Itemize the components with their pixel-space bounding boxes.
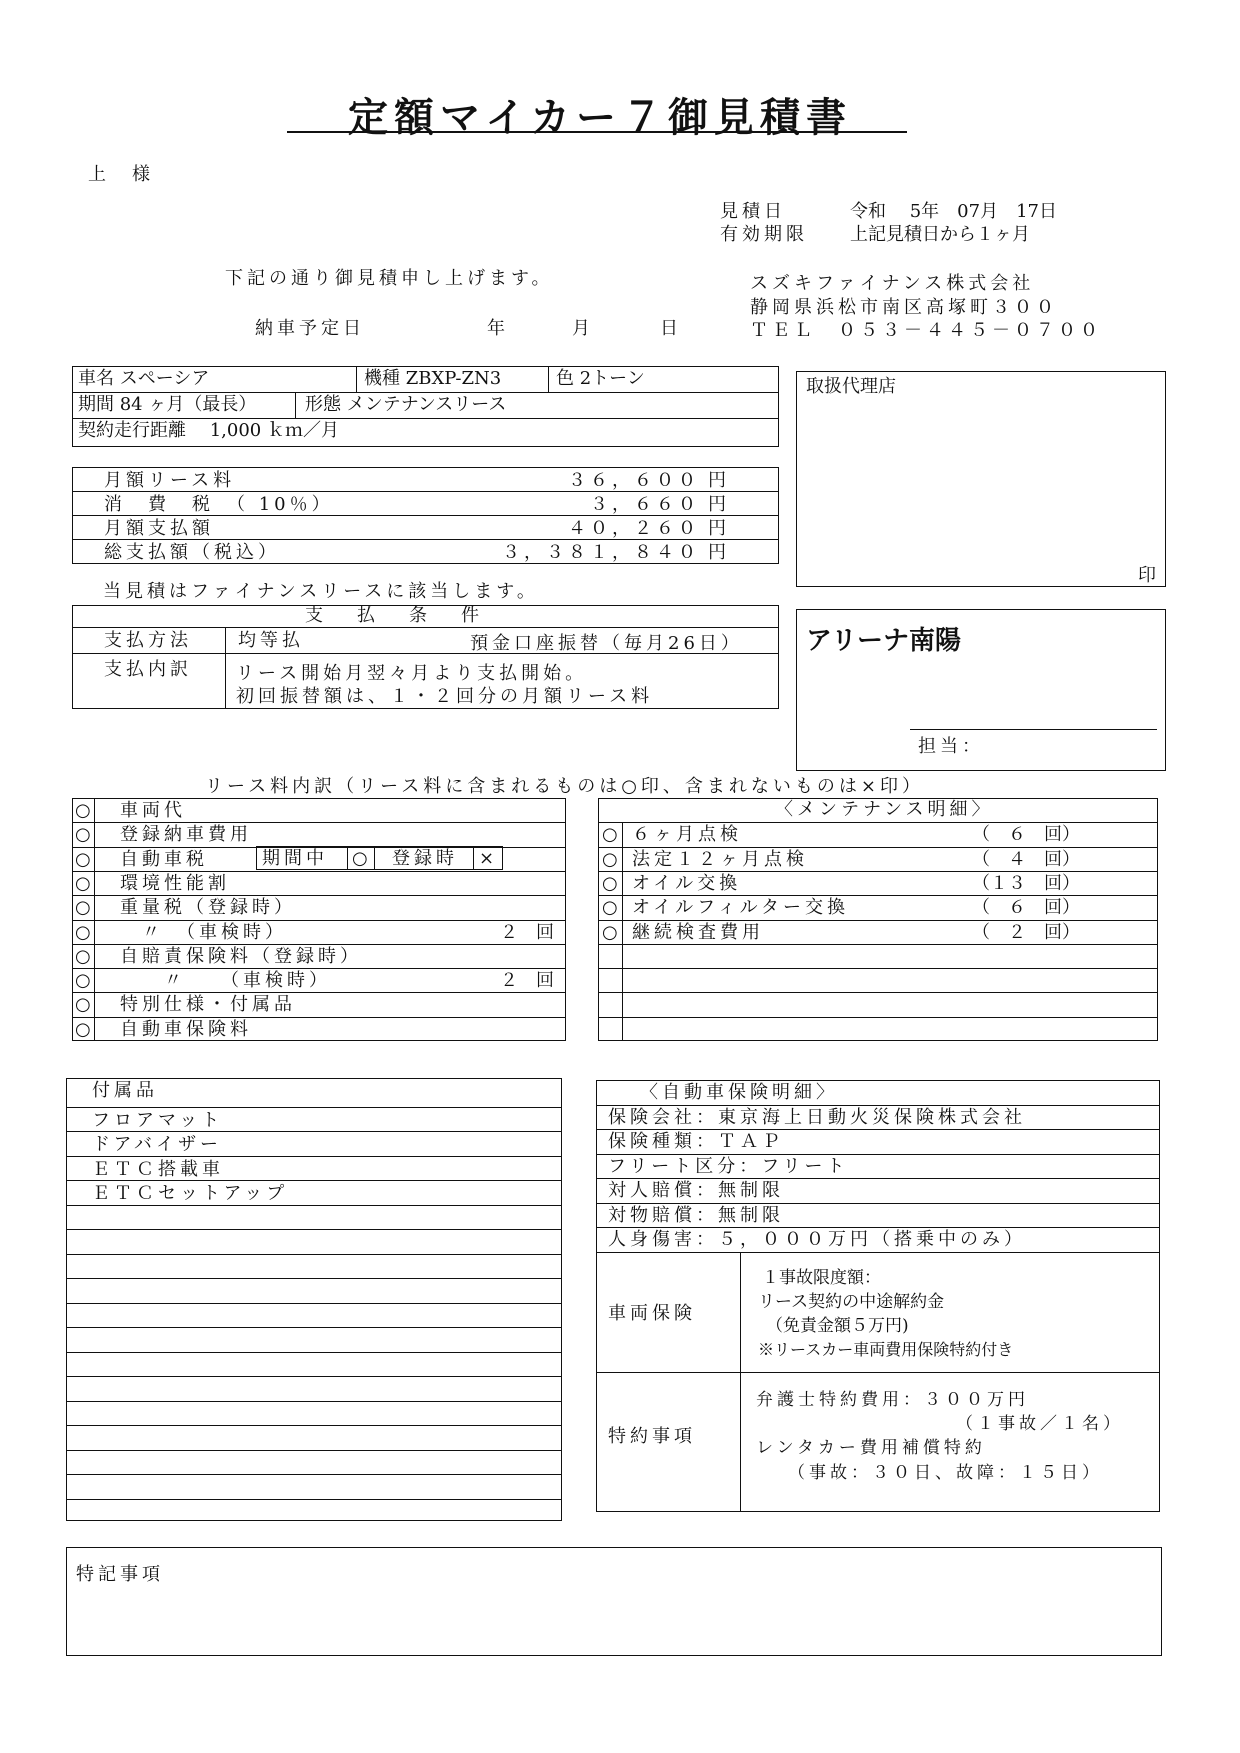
vehicle-insurance-line4: ※リースカー車両費用保険特約付き: [758, 1340, 1014, 1359]
special-clause-label: 特約事項: [608, 1426, 696, 1447]
validity-label: 有効期限: [720, 224, 808, 245]
payment-detail-label: 支払内訳: [104, 659, 192, 680]
dealer-label: 取扱代理店: [806, 376, 896, 397]
included-mark: ○: [75, 945, 91, 967]
dealer-stamp-box: [796, 371, 1166, 587]
payment-label: 総支払額（税込）: [104, 542, 280, 563]
lease-form: 形態 メンテナンスリース: [305, 394, 507, 415]
included-mark: ○: [75, 970, 91, 992]
payment-value: ３，６６０: [590, 494, 700, 515]
maintenance-title: 〈メンテナンス明細〉: [775, 799, 994, 820]
special-clause-line3: レンタカー費用補償特約: [756, 1438, 986, 1458]
included-mark: ○: [75, 848, 91, 870]
remarks-label: 特記事項: [76, 1564, 164, 1585]
maintenance-mark: ○: [602, 897, 618, 919]
issuer-address: 静岡県浜松市南区高塚町３００: [750, 297, 1058, 318]
breakdown-item-count: ２ 回: [500, 970, 554, 992]
included-mark: ○: [75, 872, 91, 894]
car-tax-registration-label: 登録時: [392, 848, 458, 869]
breakdown-title: リース料内訳（リース料に含まれるものは○印、含まれないものは×印）: [205, 776, 924, 797]
maintenance-item-count: （１３ 回）: [972, 872, 1080, 894]
delivery-label: 納車予定日: [255, 318, 365, 339]
breakdown-item-label: 登録納車費用: [120, 824, 252, 846]
payment-method-detail: 預金口座振替（毎月26日）: [470, 633, 743, 654]
maintenance-item-label: 法定１２ヶ月点検: [632, 848, 808, 870]
included-mark: ○: [75, 1018, 91, 1040]
accessories-title: 付属品: [92, 1080, 158, 1101]
breakdown-item-label: 特別仕様・付属品: [120, 994, 296, 1016]
special-clause-line4: （事故：３０日、故障：１５日）: [788, 1463, 1103, 1483]
staff-label: 担当：: [918, 736, 984, 757]
document-title: 定額マイカー７御見積書: [348, 94, 852, 141]
issuer-tel: ＴＥＬ ０５３－４４５－０７００: [750, 320, 1102, 341]
payment-method-label: 支払方法: [104, 630, 192, 651]
maintenance-mark: ○: [602, 824, 618, 846]
included-mark: ○: [75, 994, 91, 1016]
seal-mark: 印: [1138, 565, 1156, 586]
maintenance-item-count: （ ２ 回）: [972, 921, 1080, 943]
dealer-name: アリーナ南陽: [806, 626, 961, 656]
vehicle-insurance-line3: （免責金額５万円): [766, 1316, 909, 1336]
insurance-row: 人身傷害：５，０００万円（搭乗中のみ）: [608, 1229, 1026, 1250]
car-tax-registration-mark: ×: [479, 848, 495, 869]
accessory-item: ＥＴＣ搭載車: [92, 1158, 224, 1180]
validity-value: 上記見積日から１ヶ月: [850, 224, 1030, 245]
included-mark: ○: [75, 921, 91, 943]
breakdown-item-count: ２ 回: [500, 921, 554, 943]
delivery-month: 月: [572, 318, 590, 339]
car-tax-period-label: 期間中: [262, 848, 328, 869]
accessory-item: ＥＴＣセットアップ: [92, 1183, 289, 1204]
payment-unit: 円: [708, 542, 726, 563]
payment-unit: 円: [708, 494, 726, 515]
vehicle-model: 機種 ZBXP-ZN3: [364, 368, 502, 389]
included-mark: ○: [75, 824, 91, 846]
intro-text: 下記の通り御見積申し上げます。: [225, 268, 554, 289]
included-mark: ○: [75, 800, 91, 821]
maintenance-item-count: （ ６ 回）: [972, 824, 1080, 846]
maintenance-item-label: オイル交換: [632, 872, 742, 894]
maintenance-item-label: 継続検査費用: [632, 921, 764, 943]
finance-lease-note: 当見積はファイナンスリースに該当します。: [103, 581, 539, 602]
insurance-row: 保険種類：ＴＡＰ: [608, 1131, 784, 1152]
breakdown-item-label: 車両代: [120, 800, 186, 821]
car-tax-period-mark: ○: [352, 848, 368, 869]
insurance-row: フリート区分：フリート: [608, 1155, 849, 1177]
addressee: 上 様: [88, 164, 154, 185]
delivery-year: 年: [487, 318, 505, 339]
maintenance-mark: ○: [602, 848, 618, 870]
breakdown-item-label: 自動車税: [120, 848, 208, 870]
included-mark: ○: [75, 897, 91, 919]
payment-label: 月額支払額: [104, 518, 214, 539]
payment-unit: 円: [708, 518, 726, 539]
remarks-box: [66, 1547, 1162, 1656]
maintenance-mark: ○: [602, 921, 618, 943]
vehicle-name: 車名 スペーシア: [78, 368, 210, 389]
vehicle-insurance-line2: リース契約の中途解約金: [758, 1292, 945, 1312]
delivery-day: 日: [660, 318, 678, 339]
estimate-date-value: 令和 5年 07月 17日: [850, 201, 1057, 222]
insurance-title: 〈自動車保険明細〉: [640, 1082, 838, 1103]
payment-label: 月額リース料: [104, 470, 236, 491]
vehicle-insurance-label: 車両保険: [608, 1303, 696, 1324]
payment-method-value: 均等払: [238, 630, 304, 651]
breakdown-item-label: 〃 （車検時）: [120, 921, 287, 943]
breakdown-item-label: 〃 （車検時）: [120, 970, 331, 992]
accessory-item: ドアバイザー: [92, 1134, 223, 1155]
maintenance-item-label: ６ヶ月点検: [632, 824, 742, 846]
insurance-row: 対物賠償：無制限: [608, 1204, 784, 1226]
insurance-row: 保険会社：東京海上日動火災保険株式会社: [608, 1106, 1026, 1128]
accessory-item: フロアマット: [92, 1109, 224, 1131]
vehicle-insurance-line1: １事故限度額：: [762, 1268, 881, 1288]
title-underline: [287, 131, 907, 133]
payment-value: ３，３８１，８４０: [502, 542, 700, 563]
breakdown-item-label: 重量税（登録時）: [120, 897, 296, 919]
vehicle-color: 色 2トーン: [556, 368, 645, 389]
breakdown-item-label: 環境性能割: [120, 872, 230, 894]
contract-mileage: 契約走行距離 1,000 ｋｍ／月: [78, 420, 339, 441]
payment-value: ３６，６００: [568, 470, 700, 491]
payment-label: 消 費 税 （ 10％）: [104, 494, 334, 515]
payment-terms-header: 支 払 条 件: [305, 605, 487, 626]
breakdown-item-label: 自動車保険料: [120, 1018, 252, 1040]
special-clause-line1: 弁護士特約費用：３００万円: [756, 1390, 1029, 1410]
payment-detail-line1: リース開始月翌々月より支払開始。: [236, 663, 588, 684]
payment-unit: 円: [708, 470, 726, 491]
estimate-date-label: 見積日: [720, 201, 786, 222]
maintenance-item-count: （ ６ 回）: [972, 897, 1080, 919]
maintenance-item-label: オイルフィルター交換: [632, 897, 849, 919]
payment-detail-line2: 初回振替額は、１・２回分の月額リース料: [236, 686, 654, 707]
breakdown-item-label: 自賠責保険料（登録時）: [120, 945, 362, 967]
payment-value: ４０，２６０: [568, 518, 700, 539]
maintenance-item-count: （ ４ 回）: [972, 848, 1080, 870]
insurance-row: 対人賠償：無制限: [608, 1180, 784, 1201]
lease-period: 期間 84 ヶ月（最長）: [78, 394, 257, 415]
issuer-name: スズキファイナンス株式会社: [750, 273, 1035, 294]
maintenance-mark: ○: [602, 872, 618, 894]
special-clause-line2: （１事故／１名）: [956, 1414, 1124, 1434]
